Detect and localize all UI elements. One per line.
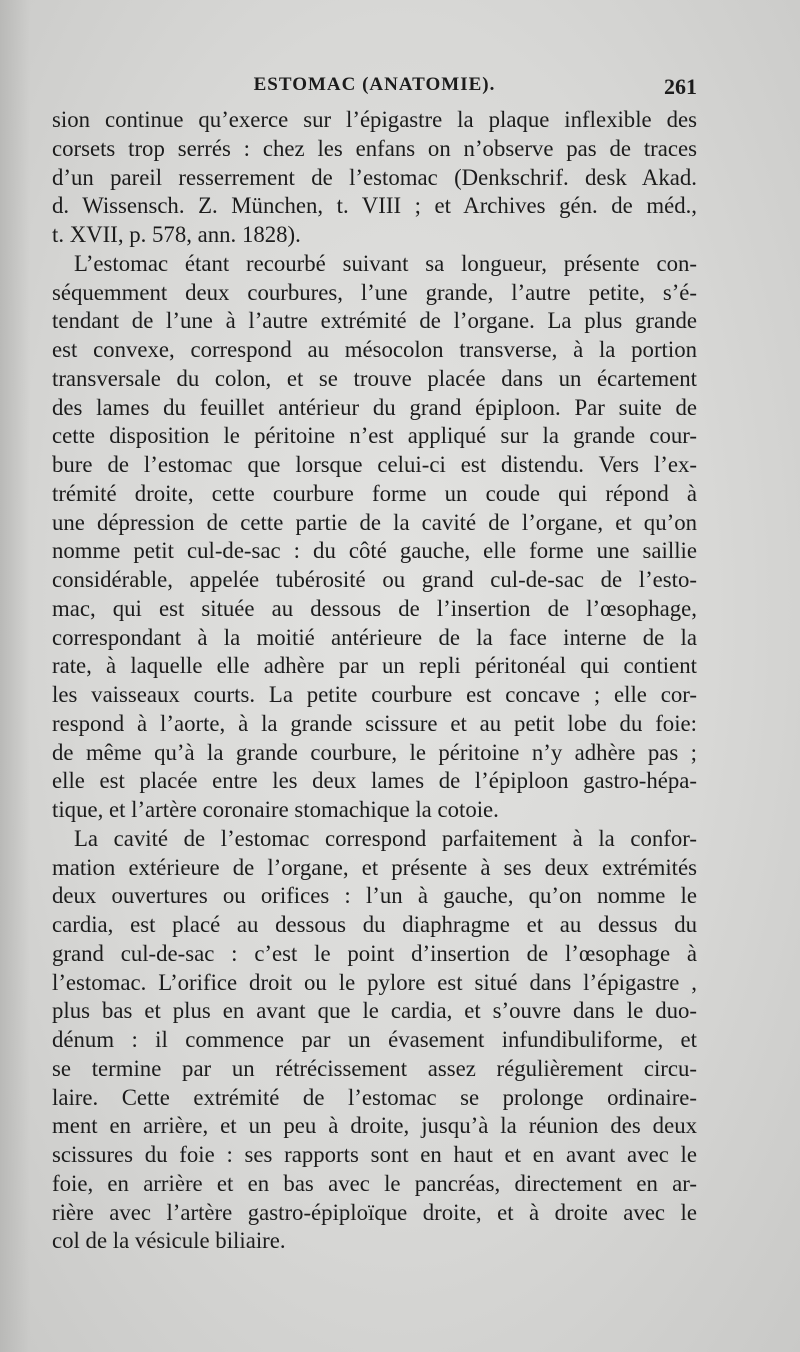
text-line: L’estomac étant recourbé suivant sa longueur, présente con- — [74, 250, 697, 276]
text-line: des lames du feuillet antérieur du grand épiploon. Par suite de — [52, 394, 697, 420]
text-line: tendant de l’une à l’autre extrémité de l’organe. La plus grande — [52, 308, 697, 334]
body-text — [52, 106, 697, 1256]
text-line: cette disposition le péritoine n’est appliqué sur la grande cour- — [52, 423, 697, 449]
text-line: La cavité de l’estomac correspond parfaitement à la confor- — [74, 825, 697, 851]
text-line: de même qu’à la grande courbure, le péritoine n’y adhère pas ; — [52, 739, 697, 765]
text-line: corsets trop serrés : chez les enfans on n’observe pas de traces — [52, 135, 697, 161]
text-line: foie, en arrière et en bas avec le pancréas, directement en ar- — [52, 1170, 697, 1196]
text-line: rate, à laquelle elle adhère par un repli péritonéal qui contient — [52, 653, 697, 679]
text-line: bure de l’estomac que lorsque celui-ci est distendu. Vers l’ex- — [52, 452, 697, 477]
text-line: séquemment deux courbures, l’une grande, l’autre petite, s’é- — [52, 279, 697, 305]
text-line: mation extérieure de l’organe, et présente à ses deux extrémités — [52, 854, 697, 880]
text-line: grand cul-de-sac : c’est le point d’insertion de l’œsophage à — [52, 940, 697, 966]
text-line: correspondant à la moitié antérieure de la face interne de la — [52, 624, 697, 650]
text-line: considérable, appelée tubérosité ou grand cul-de-sac de l’esto- — [52, 567, 697, 592]
text-line: deux ouvertures ou orifices : l’un à gauche, qu’on nomme le — [52, 883, 697, 909]
text-line: plus bas et plus en avant que le cardia, et s’ouvre dans le duo- — [52, 998, 697, 1024]
text-line: les vaisseaux courts. La petite courbure est concave ; elle cor- — [52, 682, 697, 707]
text-line: nomme petit cul-de-sac : du côté gauche, elle forme une saillie — [52, 538, 697, 564]
text-line: tique, et l’artère coronaire stomachique la cotoie. — [52, 797, 499, 822]
text-line: d. Wissensch. Z. München, t. VIII ; et Archives gén. de méd., — [52, 193, 697, 219]
text-line: cardia, est placé au dessous du diaphragme et au dessus du — [52, 912, 697, 937]
text-line: sion continue qu’exerce sur l’épigastre la plaque inflexible des — [52, 107, 697, 132]
text-line: une dépression de cette partie de la cavité de l’organe, et qu’on — [52, 509, 697, 535]
running-title: ESTOMAC (ANATOMIE). — [253, 74, 496, 95]
text-line: est convexe, correspond au mésocolon transverse, à la portion — [52, 337, 697, 362]
text-line: transversale du colon, et se trouve placée dans un écartement — [52, 365, 697, 391]
text-line: scissures du foie : ses rapports sont en haut et en avant avec le — [52, 1142, 697, 1167]
text-line: rière avec l’artère gastro-épiploïque droite, et à droite avec le — [52, 1199, 697, 1225]
text-line: ment en arrière, et un peu à droite, jusqu’à la réunion des deux — [52, 1113, 697, 1139]
text-line: laire. Cette extrémité de l’estomac se prolonge ordinaire- — [52, 1084, 697, 1110]
text-line: l’estomac. L’orifice droit ou le pylore est situé dans l’épigastre , — [52, 969, 697, 995]
text-line: mac, qui est située au dessous de l’insertion de l’œsophage, — [52, 595, 697, 621]
text-line: respond à l’aorte, à la grande scissure et au petit lobe du foie: — [52, 710, 697, 736]
text-line: trémité droite, cette courbure forme un coude qui répond à — [52, 480, 697, 506]
text-line: d’un pareil resserrement de l’estomac (Denkschrif. desk Akad. — [52, 164, 697, 190]
text-line: se termine par un rétrécissement assez régulièrement circu- — [52, 1055, 697, 1081]
running-head — [52, 74, 697, 104]
text-line: dénum : il commence par un évasement infundibuliforme, et — [52, 1027, 697, 1052]
text-line: col de la vésicule biliaire. — [52, 1228, 286, 1254]
text-line: elle est placée entre les deux lames de l’épiploon gastro-hépa- — [52, 768, 697, 794]
page-number: 261 — [664, 74, 697, 99]
text-line: t. XVII, p. 578, ann. 1828). — [52, 222, 301, 247]
